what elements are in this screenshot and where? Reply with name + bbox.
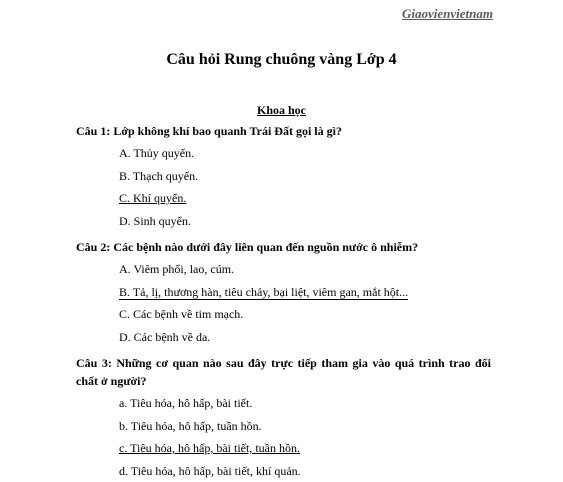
brand-watermark: Giaovienvietnam [402,6,493,22]
q1-option-a: A. Thủy quyển. [76,142,491,165]
q3-option-d: d. Tiêu hóa, hô hấp, bài tiết, khí quản. [76,460,491,482]
q3-option-b: b. Tiêu hóa, hô hấp, tuần hồn. [76,415,491,438]
questions-container [76,122,491,482]
q3-option-c-correct: c. Tiêu hóa, hô hấp, bài tiết, tuần hồn. [76,437,491,460]
q1-option-d: D. Sinh quyển. [76,210,491,233]
question-3: Câu 3: Những cơ quan nào sau đây trực tiếp tham gia vào quá trình trao đổi chất ở người? [76,354,491,390]
question-2: Câu 2: Các bệnh nào dưới đây liên quan đến nguồn nước ô nhiễm? [76,238,491,256]
q2-option-a: A. Viêm phổi, lao, cúm. [76,258,491,281]
q2-option-c: C. Các bệnh về tim mạch. [76,303,491,326]
q2-option-d: D. Các bệnh về da. [76,326,491,349]
q3-option-a: a. Tiêu hóa, hô hấp, bài tiết. [76,392,491,415]
q2-option-b-correct: B. Tả, lị, thương hàn, tiêu chảy, bại liệt, viêm gan, mắt hột... [76,281,491,304]
q1-option-c-correct: C. Khí quyển. [76,187,491,210]
page-title: Câu hỏi Rung chuông vàng Lớp 4 [0,51,563,69]
section-heading: Khoa học [0,103,563,118]
q1-option-b: B. Thạch quyển. [76,165,491,188]
question-1: Câu 1: Lớp không khí bao quanh Trái Đất gọi là gì? [76,122,491,140]
